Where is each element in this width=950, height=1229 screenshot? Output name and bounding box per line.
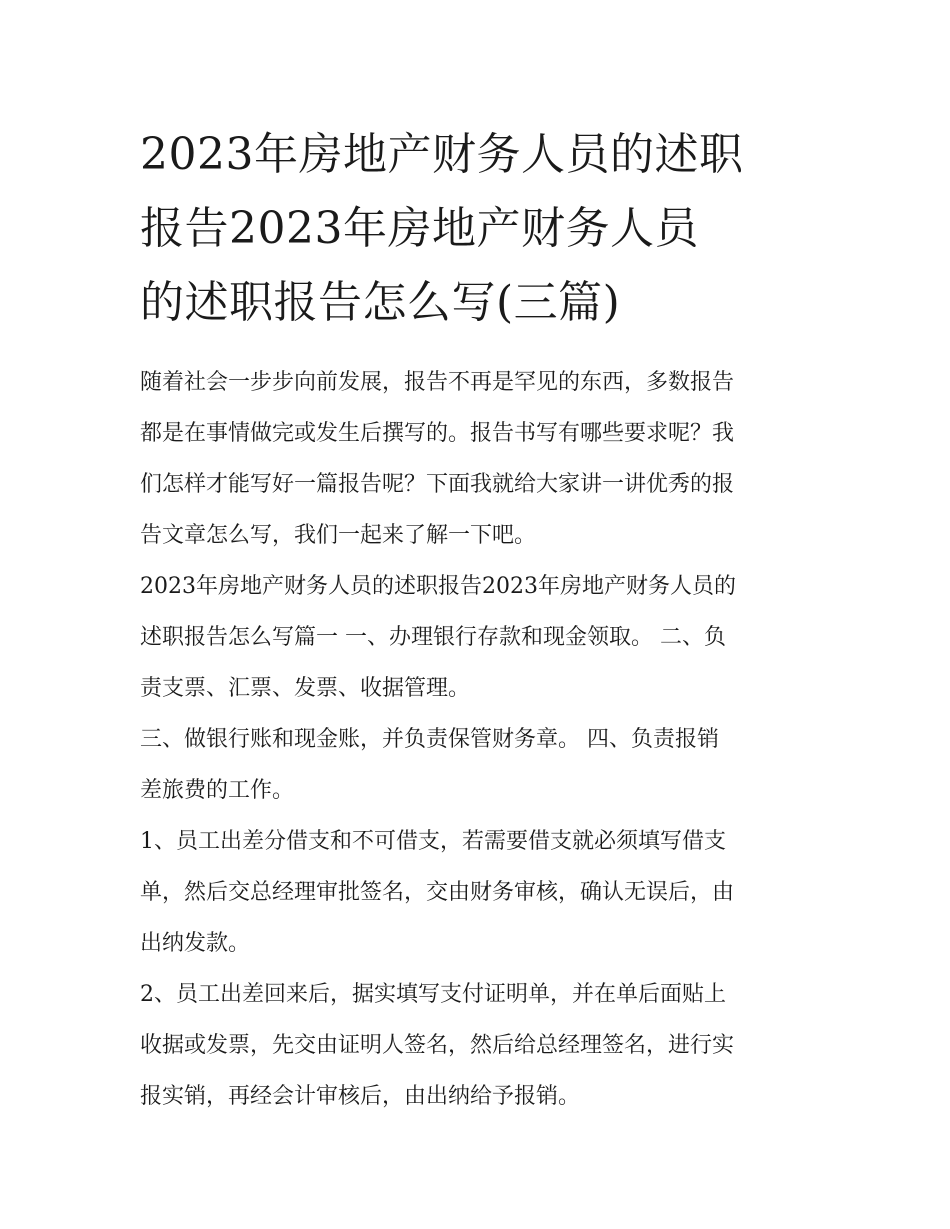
text-line: 责支票、汇票、发票、收据管理。 — [140, 676, 471, 701]
title-line: 的述职报告怎么写(三篇) — [140, 277, 621, 328]
text-line: 随着社会一步步向前发展，报告不再是罕见的东西，多数报告 — [140, 370, 735, 395]
text-line: 1、员工出差分借支和不可借支，若需要借支就必须填写借支 — [140, 829, 726, 854]
text-line: 报实销，再经会计审核后，由出纳给予报销。 — [140, 1084, 581, 1109]
text-line: 们怎样才能写好一篇报告呢？下面我就给大家讲一讲优秀的报 — [140, 472, 735, 497]
text-line: 都是在事情做完或发生后撰写的。报告书写有哪些要求呢？我 — [140, 421, 735, 446]
body-paragraph — [140, 969, 812, 1122]
intro-paragraph — [140, 357, 812, 561]
text-line: 三、做银行账和现金账，并负责保管财务章。 四、负责报销 — [140, 727, 719, 752]
text-line: 单，然后交总经理审批签名，交由财务审核，确认无误后，由 — [140, 880, 735, 905]
text-line: 出纳发款。 — [140, 931, 251, 956]
title-line: 2023年房地产财务人员的述职 — [140, 129, 744, 180]
body-paragraph — [140, 714, 812, 816]
text-line: 告文章怎么写，我们一起来了解一下吧。 — [140, 523, 537, 548]
body-paragraph — [140, 816, 812, 969]
body-paragraph — [140, 561, 812, 714]
text-line: 述职报告怎么写篇一 一、办理银行存款和现金领取。 二、负 — [140, 625, 726, 650]
text-line: 收据或发票，先交由证明人签名，然后给总经理签名，进行实 — [140, 1033, 735, 1058]
document-title — [140, 118, 812, 340]
text-line: 2、员工出差回来后，据实填写支付证明单，并在单后面贴上 — [140, 982, 726, 1007]
text-line: 差旅费的工作。 — [140, 778, 295, 803]
document-page — [140, 118, 812, 1122]
title-line: 报告2023年房地产财务人员 — [140, 203, 699, 254]
text-line: 2023年房地产财务人员的述职报告2023年房地产财务人员的 — [140, 574, 736, 599]
